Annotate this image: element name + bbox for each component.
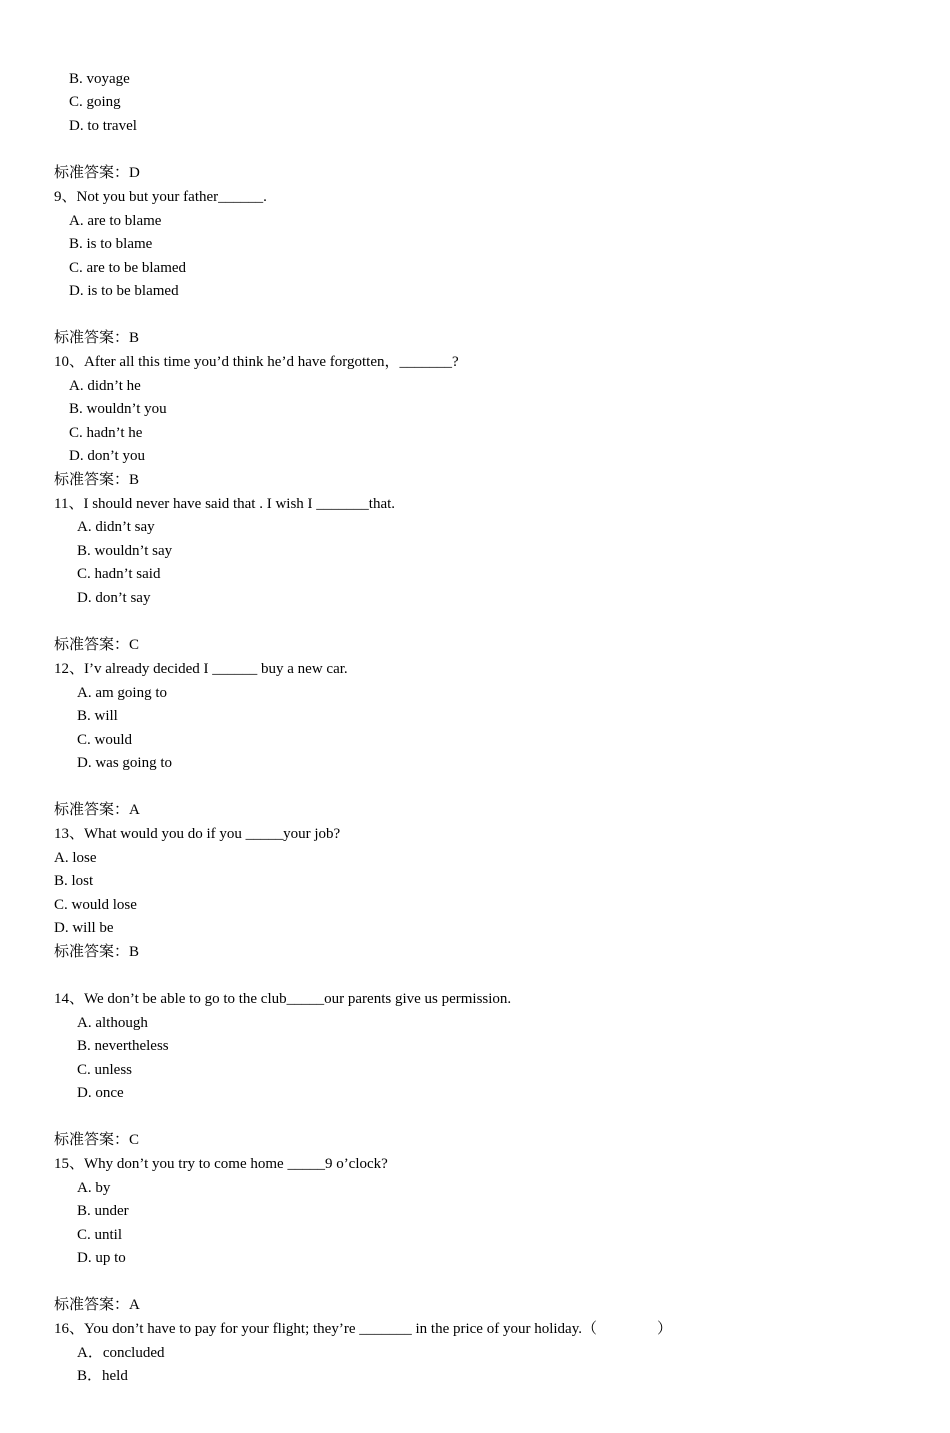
option-a-q12: A. am going to [77, 685, 167, 701]
option-d-q8: D. to travel [69, 118, 137, 134]
option-a-q16: A．concluded [77, 1345, 165, 1361]
option-a-q13: A. lose [54, 850, 97, 866]
option-c-q10: C. hadn’t he [69, 425, 143, 441]
option-d-q15: D. up to [77, 1250, 126, 1266]
option-b-q10: B. wouldn’t you [69, 401, 167, 417]
option-c-q9: C. are to be blamed [69, 260, 187, 276]
option-a-q10: A. didn’t he [69, 378, 141, 394]
question-15: 15、Why don’t you try to come home _____9 o’clock? [54, 1156, 388, 1172]
option-d-q14: D. once [77, 1085, 124, 1101]
option-d-q9: D. is to be blamed [69, 283, 179, 299]
question-11: 11、I should never have said that . I wish I _______that. [54, 496, 396, 512]
option-b-q9: B. is to blame [69, 236, 153, 252]
answer-q9: 标准答案：B [54, 330, 140, 346]
question-13: 13、What would you do if you _____your job? [54, 826, 341, 842]
answer-q11: 标准答案：C [54, 637, 140, 653]
option-b-q15: B. under [77, 1203, 129, 1219]
option-d-q12: D. was going to [77, 755, 172, 771]
option-b-q13: B. lost [54, 873, 94, 889]
option-d-q10: D. don’t you [69, 448, 145, 464]
option-d-q13: D. will be [54, 920, 114, 936]
option-d-q11: D. don’t say [77, 590, 151, 606]
answer-q8: 标准答案：D [54, 165, 140, 181]
option-c-q15: C. until [77, 1227, 123, 1243]
answer-q15: 标准答案：A [54, 1297, 140, 1313]
option-c-q11: C. hadn’t said [77, 566, 161, 582]
option-a-q9: A. are to blame [69, 213, 162, 229]
option-c-q14: C. unless [77, 1062, 133, 1078]
question-12: 12、I’v already decided I ______ buy a new car. [54, 661, 348, 677]
option-b-q12: B. will [77, 708, 118, 724]
option-a-q14: A. although [77, 1015, 148, 1031]
question-14: 14、We don’t be able to go to the club_____our parents give us permission. [54, 991, 512, 1007]
answer-q12: 标准答案：A [54, 802, 140, 818]
option-b-q16: B．held [77, 1368, 128, 1384]
option-b-q14: B. nevertheless [77, 1038, 169, 1054]
option-b-q11: B. wouldn’t say [77, 543, 173, 559]
option-a-q15: A. by [77, 1180, 111, 1196]
answer-q14: 标准答案：C [54, 1132, 140, 1148]
question-9: 9、Not you but your father______. [54, 189, 267, 205]
option-c-q8: C. going [69, 94, 121, 110]
answer-q10: 标准答案：B [54, 472, 140, 488]
option-a-q11: A. didn’t say [77, 519, 155, 535]
question-10: 10、After all this time you’d think he’d have forgotten，_______? [54, 354, 459, 370]
option-c-q12: C. would [77, 732, 133, 748]
question-16: 16、You don’t have to pay for your flight; they’re _______ in the price of your holiday.（ ） [54, 1321, 672, 1337]
option-b-q8: B. voyage [69, 71, 130, 87]
answer-q13: 标准答案：B [54, 944, 140, 960]
option-c-q13: C. would lose [54, 897, 137, 913]
